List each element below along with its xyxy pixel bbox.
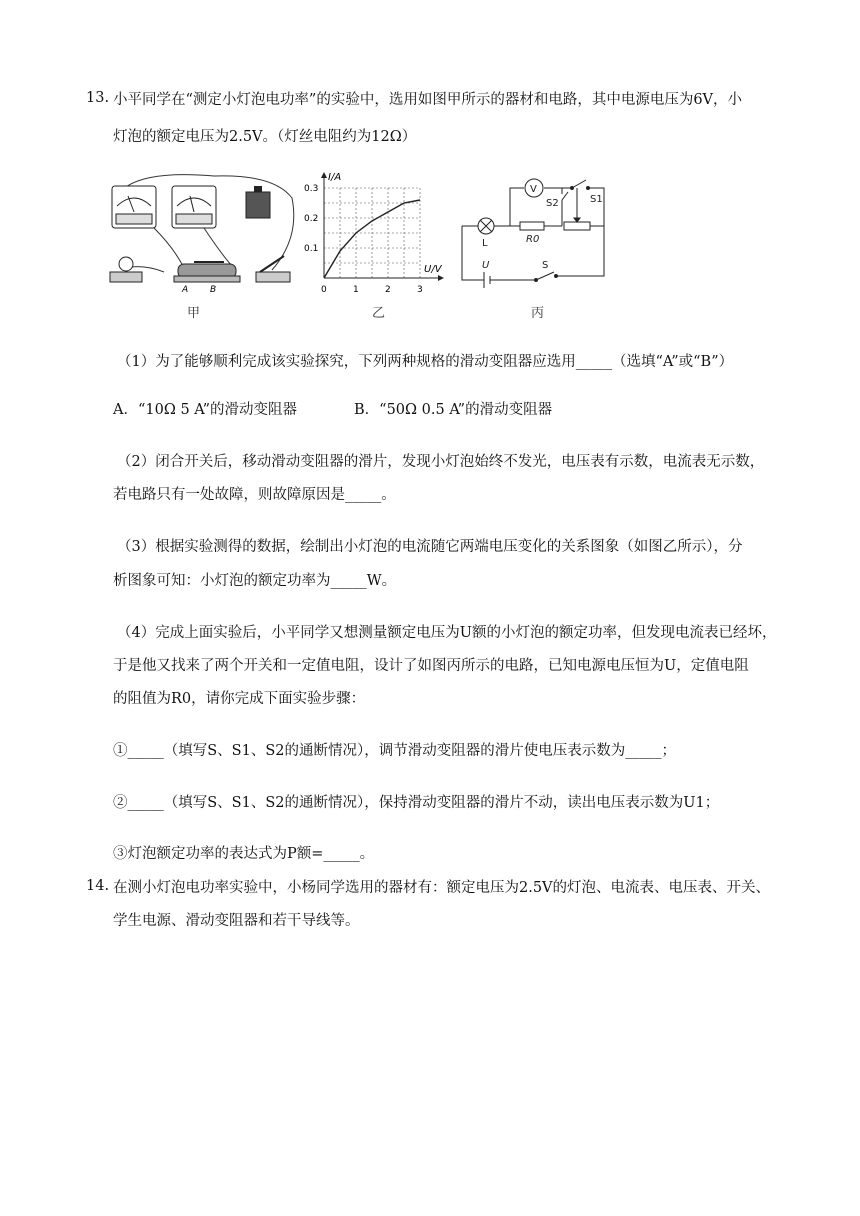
y-tick-label: 0.3	[304, 184, 319, 194]
circuit-label-s1: S1	[590, 194, 603, 205]
svg-text:A: A	[182, 285, 189, 294]
figure-jia-apparatus	[104, 168, 304, 294]
q14-line2: 学生电源、滑动变阻器和若干导线等。	[113, 913, 360, 929]
figure-label-jia: 甲	[187, 306, 201, 321]
q13-part4-line1: （4）完成上面实验后，小平同学又想测量额定电压为U额的小灯泡的额定功率，但发现电流表已经坏，	[117, 625, 777, 641]
q13-part2-line1: （2）闭合开关后，移动滑动变阻器的滑片，发现小灯泡始终不发光，电压表有示数，电流表无示数，	[117, 454, 765, 470]
figure-bing-circuit	[456, 168, 612, 292]
x-tick-label: 1	[353, 285, 359, 295]
circuit-label-switch: S	[542, 260, 549, 271]
q13-step2: ②_____（填写S、S1、S2的通断情况），保持滑动变阻器的滑片不动，读出电压表示数为U1；	[113, 795, 720, 811]
q13-stem-line1: 小平同学在“测定小灯泡电功率”的实验中，选用如图甲所示的器材和电路，其中电源电压为6V，小	[113, 92, 743, 108]
q13-stem-line2: 灯泡的额定电压为2.5V。（灯丝电阻约为12Ω）	[113, 129, 417, 145]
q13-part3-line2: 析图象可知：小灯泡的额定功率为_____W。	[113, 573, 397, 589]
circuit-label-r0: R0	[526, 234, 540, 245]
question-number-14: 14.	[86, 878, 110, 894]
y-tick-label: 0.2	[304, 214, 319, 224]
q13-step3: ③灯泡额定功率的表达式为P额=_____。	[113, 846, 375, 862]
q13-part3-line1: （3）根据实验测得的数据，绘制出小灯泡的电流随它两端电压变化的关系图象（如图乙所示），分	[117, 539, 743, 555]
circuit-label-lamp: L	[482, 238, 488, 249]
svg-text:B: B	[210, 285, 217, 294]
current-voltage-curve	[324, 200, 420, 278]
q13-part1-option-b: B．“50Ω 0.5 A”的滑动变阻器	[354, 402, 553, 418]
figure-label-bing: 丙	[531, 306, 545, 321]
x-tick-label: 3	[417, 285, 423, 295]
circuit-label-voltmeter: V	[530, 184, 537, 195]
q13-step1: ①_____（填写S、S1、S2的通断情况），调节滑动变阻器的滑片使电压表示数为_____；	[113, 743, 676, 759]
iu-chart	[300, 168, 450, 298]
circuit-label-s2: S2	[546, 198, 559, 209]
figure-yi-graph	[300, 168, 450, 298]
q13-part4-line3: 的阻值为R0，请你完成下面实验步骤：	[113, 691, 366, 707]
q13-part1-option-a: A．“10Ω 5 A”的滑动变阻器	[113, 402, 298, 418]
y-tick-label: 0.1	[304, 244, 319, 254]
x-tick-label: 0	[321, 285, 327, 295]
figure-label-yi: 乙	[372, 306, 386, 321]
q14-line1: 在测小灯泡电功率实验中，小杨同学选用的器材有：额定电压为2.5V的灯泡、电流表、电压表、开关、	[113, 880, 771, 896]
x-axis-label: U/V	[424, 264, 442, 275]
q13-part1-line1: （1）为了能够顺利完成该实验探究，下列两种规格的滑动变阻器应选用_____（选填“A”或“B”）	[117, 354, 734, 370]
question-number-13: 13.	[86, 90, 110, 106]
x-tick-label: 2	[385, 285, 391, 295]
circuit-label-source: U	[482, 260, 490, 271]
q13-part2-line2: 若电路只有一处故障，则故障原因是_____。	[113, 487, 396, 503]
q13-part4-line2: 于是他又找来了两个开关和一定值电阻，设计了如图丙所示的电路，已知电源电压恒为U，定值电阻	[113, 658, 749, 674]
y-axis-label: I/A	[328, 172, 342, 183]
